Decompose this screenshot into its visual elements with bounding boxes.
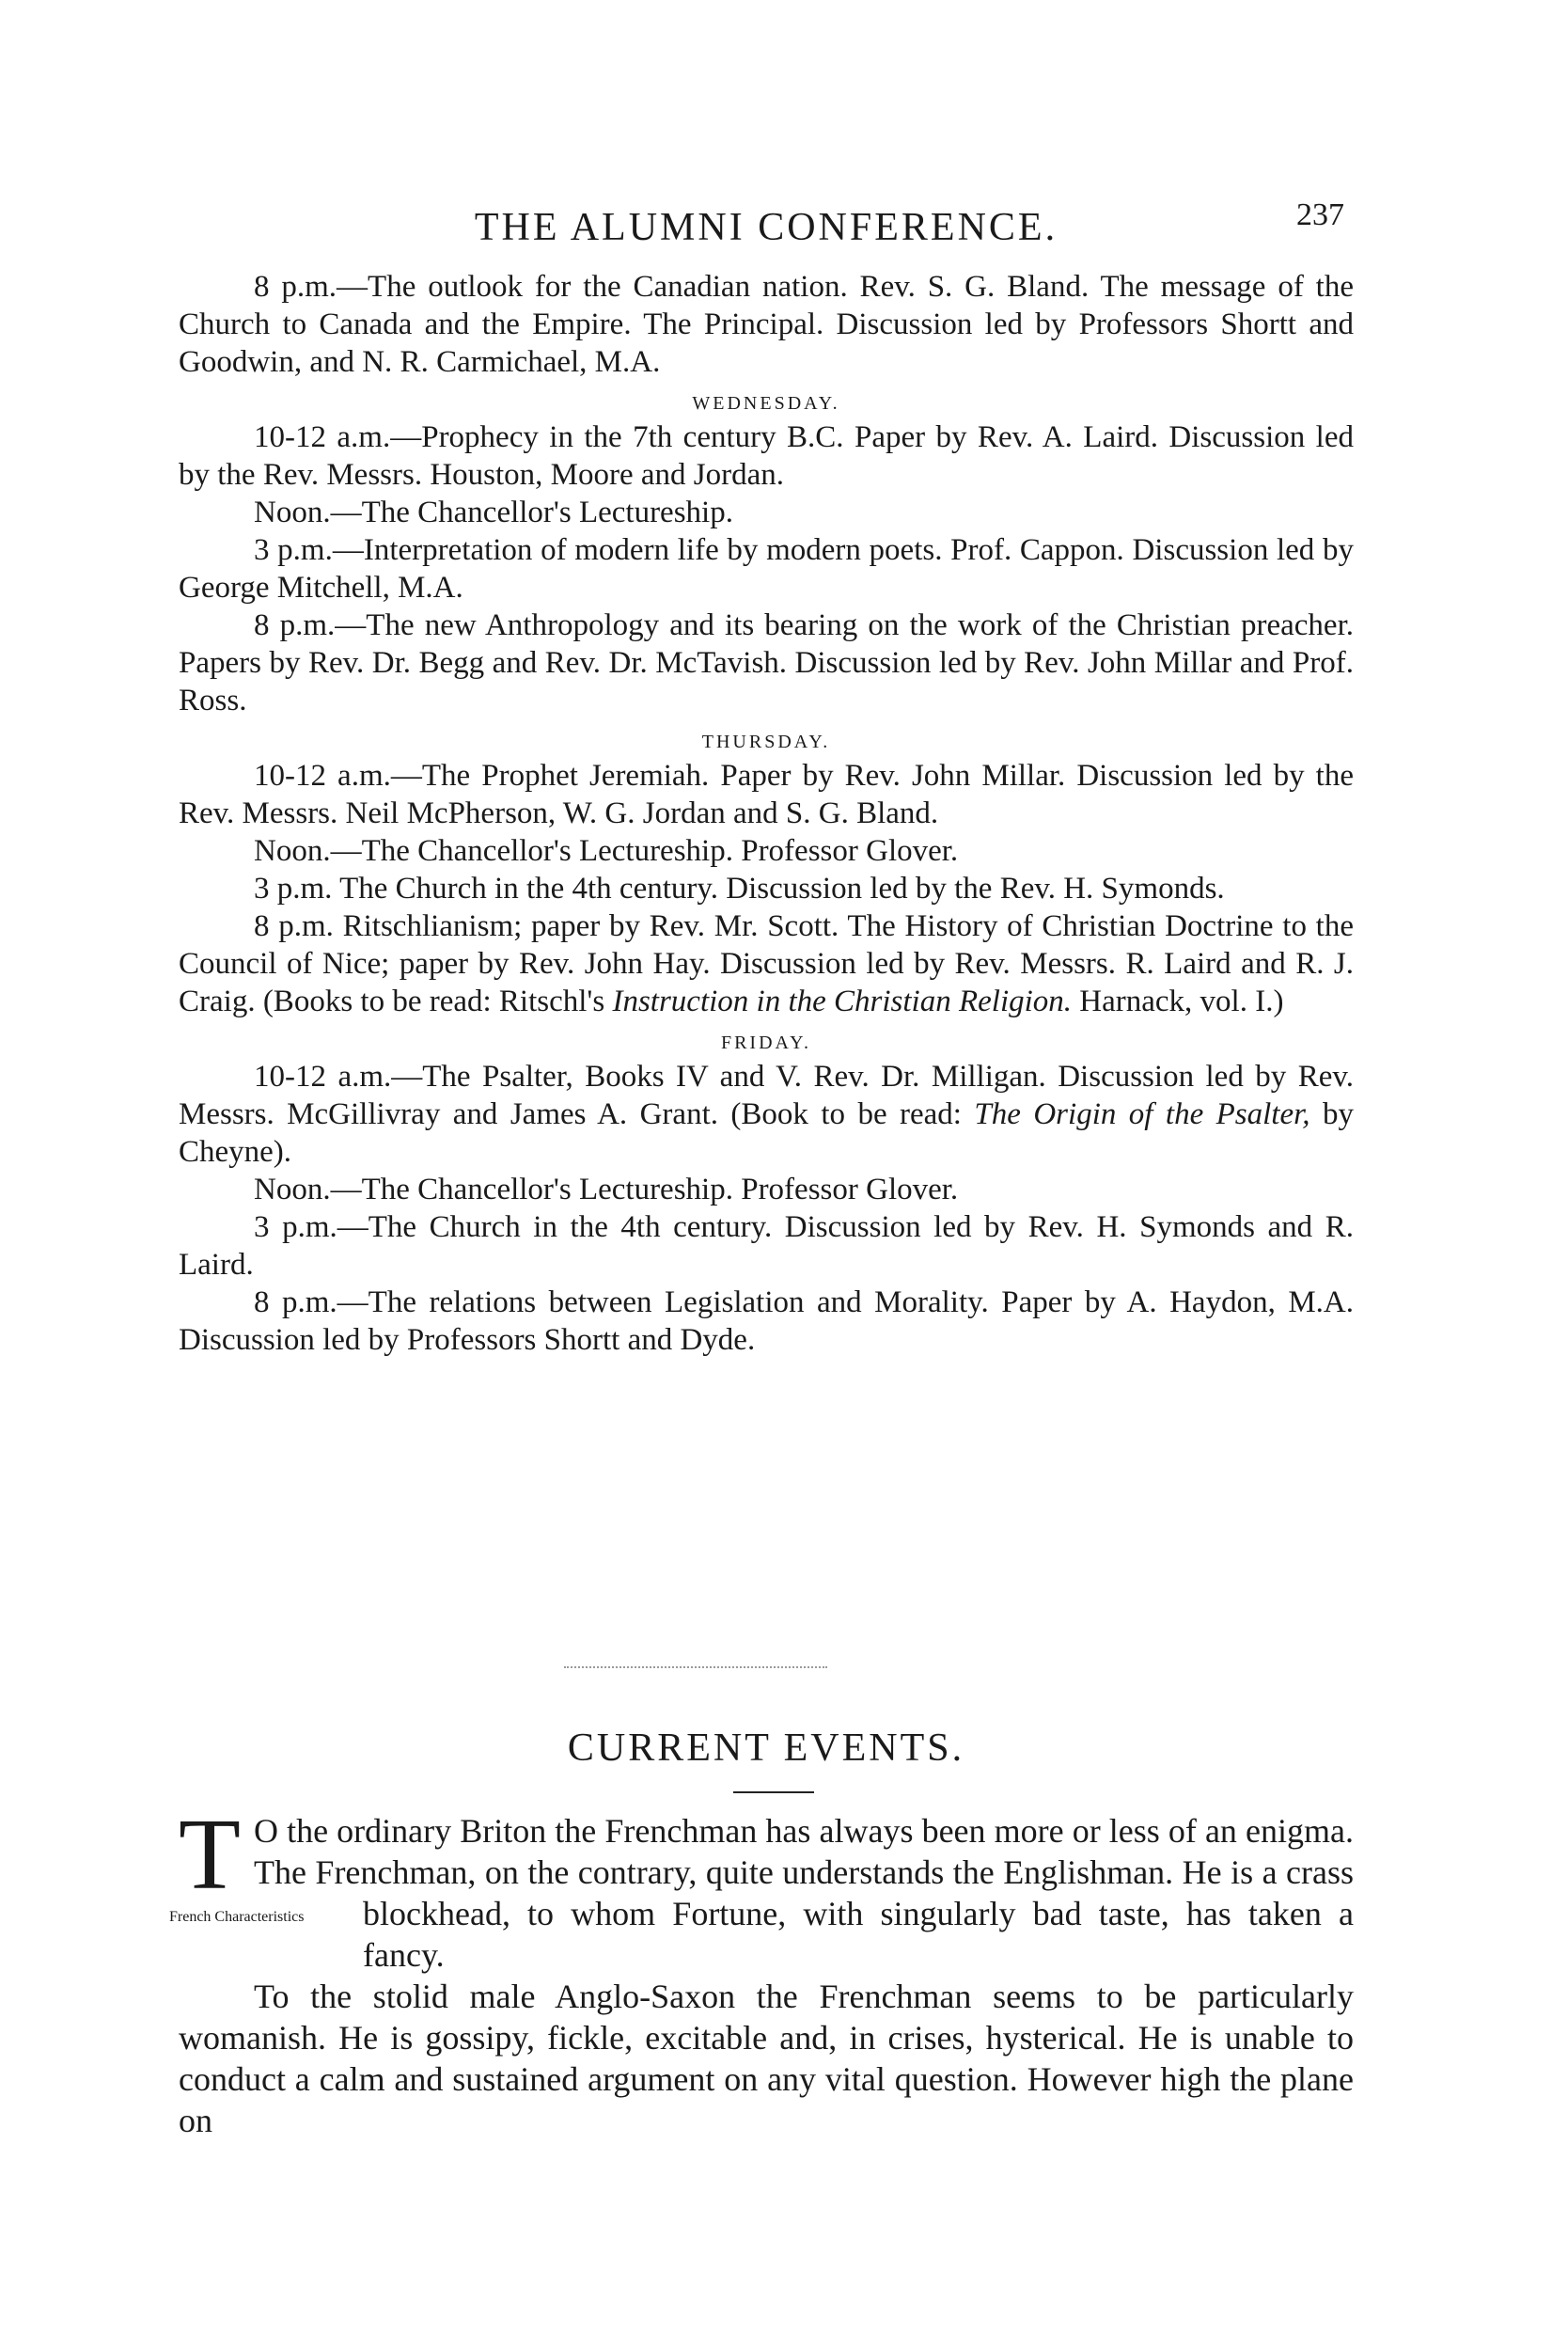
day-heading-thursday: THURSDAY. [701, 732, 831, 752]
drop-cap: T [179, 1799, 241, 1911]
programme-item: Noon.—The Chancellor's Lectureship. Professor Glover. [254, 1173, 959, 1206]
programme-item: 3 p.m.—The Church in the 4th century. Discussion led by Rev. H. Symonds and R. Laird. [179, 1210, 1354, 1282]
programme-item: 3 p.m.—Interpretation of modern life by modern poets. Prof. Cappon. Discussion led by George Mitchell, M.A. [179, 533, 1354, 605]
programme-item: 8 p.m.—The relations between Legislation and Morality. Paper by A. Haydon, M.A. Discussion led by Professors Shortt and Dyde. [179, 1285, 1354, 1357]
margin-note: French Characteristics [169, 1909, 305, 1925]
section-divider [564, 1666, 827, 1668]
programme-item: 8 p.m.—The new Anthropology and its bearing on the work of the Christian preacher. Papers by Rev. Dr. Begg and Rev. Dr. McTavish. Discussion led by Rev. John Millar and Prof. Ross. [179, 608, 1354, 717]
programme-item: Noon.—The Chancellor's Lectureship. Professor Glover. [254, 834, 959, 868]
tuesday-evening-item: 8 p.m.—The outlook for the Canadian nation. Rev. S. G. Bland. The message of the Church to Canada and the Empire. The Principal. Discussion led by Professors Shortt and Goodwin, and N. R. Carmichael, M.A. [179, 270, 1354, 379]
book-title: Instruction in the Christian Religion. [612, 985, 1073, 1018]
programme-item: 3 p.m. The Church in the 4th century. Discussion led by the Rev. H. Symonds. [254, 872, 1225, 906]
section-title: CURRENT EVENTS. [567, 1726, 965, 1770]
running-title: THE ALUMNI CONFERENCE. [474, 206, 1058, 249]
first-paragraph [169, 1799, 1354, 1976]
item-text: 8 p.m. Ritschlianism; paper by Rev. Mr. Scott. The History of Christian Doctrine to the Council of Nice; paper by Rev. John Hay. Discussion led by Rev. Messrs. R. Laird and R. J. Craig. (Books to be read: Ritschl's [179, 909, 1354, 1018]
second-paragraph: To the stolid male Anglo-Saxon the Frenchman seems to be particularly womanish. He is gossipy, fickle, excitable and, in crises, hysterical. He is unable to conduct a calm and sustained argument on any vital question. However high the plane on [179, 1978, 1354, 2139]
item-text: Harnack, vol. I.) [1072, 985, 1284, 1018]
paragraph-text: O the ordinary Briton the Frenchman has always been more or less of an enigma. The Frenchman, on the contrary, quite understands the Englishman. He is a crass blockhead, to whom Fortune, with singularly bad taste, has taken a fancy. [253, 1812, 1354, 1974]
item-text: by Cheyne). [179, 1097, 1354, 1169]
programme-item: Noon.—The Chancellor's Lectureship. [254, 496, 733, 529]
title-rule [733, 1791, 814, 1793]
programme-item [179, 1058, 1354, 1171]
page-number: 237 [1296, 197, 1344, 232]
book-title: The Origin of the Psalter, [974, 1097, 1310, 1131]
programme-item [179, 907, 1354, 1020]
programme-item: 10-12 a.m.—The Prophet Jeremiah. Paper by Rev. John Millar. Discussion led by the Rev. Messrs. Neil McPherson, W. G. Jordan and S. G. Bland. [179, 759, 1354, 830]
item-text: 10-12 a.m.—The Psalter, Books IV and V. Rev. Dr. Milligan. Discussion led by Rev. Messrs. McGillivray and James A. Grant. (Book to be read: [179, 1060, 1354, 1131]
conference-programme [179, 268, 1354, 1359]
day-heading-friday: FRIDAY. [720, 1033, 812, 1053]
day-heading-wednesday: WEDNESDAY. [692, 393, 840, 414]
current-events-text [169, 1799, 1354, 2141]
page-header [179, 197, 1354, 254]
programme-item: 10-12 a.m.—Prophecy in the 7th century B.C. Paper by Rev. A. Laird. Discussion led by the Rev. Messrs. Houston, Moore and Jordan. [179, 420, 1354, 492]
